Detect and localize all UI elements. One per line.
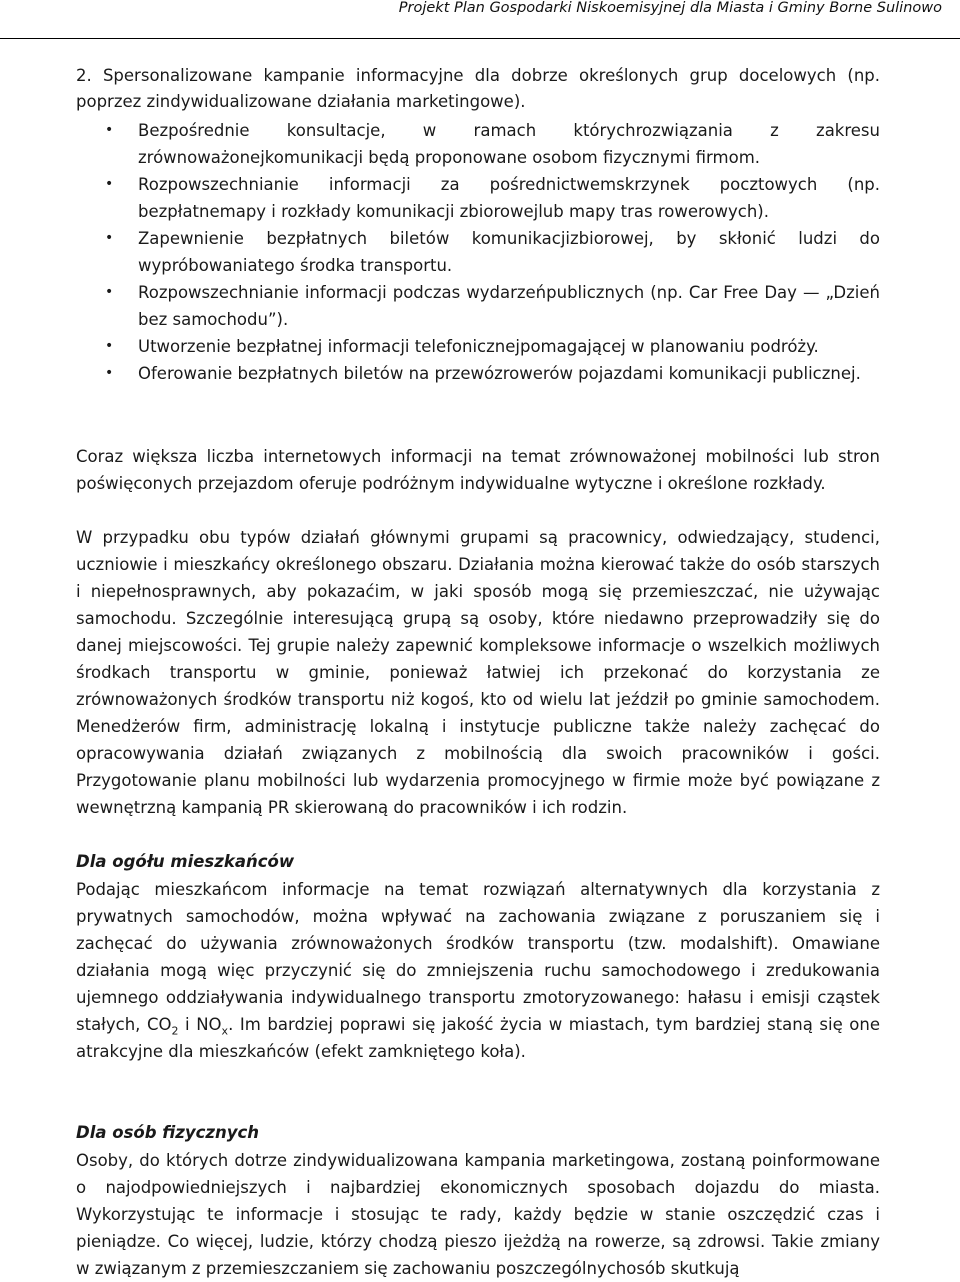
bullet-list <box>76 117 880 387</box>
bullet-icon: • <box>105 365 114 381</box>
list-item <box>76 333 880 360</box>
list-item <box>76 360 880 387</box>
list-item <box>76 279 880 333</box>
bullet-icon: • <box>105 176 114 192</box>
residents-text-part2: . Im bardziej poprawi się jakość życia w miastach, tym bardziej staną się one atrakcyjne dla mieszkańców (efekt zamkniętego koła). <box>76 1015 880 1061</box>
section-heading-residents: Dla ogółu mieszkańców <box>76 852 295 871</box>
list-item-text: Oferowanie bezpłatnych biletów na przewózrowerów pojazdami komunikacji publicznej. <box>138 364 861 383</box>
paragraph-residents <box>76 876 880 1065</box>
list-item <box>76 117 880 171</box>
list-item-text: Rozpowszechnianie informacji za pośrednictwemskrzynek pocztowych (np. bezpłatnemapy i rozkłady komunikacji zbiorowejlub mapy tras rowerowych). <box>138 175 880 221</box>
bullet-icon: • <box>105 230 114 246</box>
numbered-item-2: 2. Spersonalizowane kampanie informacyjne dla dobrze określonych grup docelowych (np. poprzez zindywidualizowane działania marketingowe). <box>76 66 880 111</box>
list-item-text: Utworzenie bezpłatnej informacji telefonicznejpomagającej w planowaniu podróży. <box>138 337 819 356</box>
nox-subscript: x <box>221 1024 229 1038</box>
header-title: Projekt Plan Gospodarki Niskoemisyjnej dla Miasta i Gminy Borne Sulinowo <box>398 0 942 16</box>
paragraph-target-groups: W przypadku obu typów działań głównymi grupami są pracownicy, odwiedzający, studenci, uczniowie i mieszkańcy określonego obszaru. Działania można kierować także do osób starszych i niepełnosprawnych, aby pokazaćim, w jaki sposób mogą się przemieszczać, nie używając samochodu. Szczególnie interesującą grupą są osoby, które niedawno przeprowadziły się do danej miejscowości. Tej grupie należy zapewnić kompleksowe informacje o wszelkich możliwych środkach transportu w gminie, ponieważ łatwiej ich przekonać do korzystania ze zrównoważonych środków transportu niż kogoś, kto od wielu lat jeździł po gminie samochodem. Menedżerów firm, administrację lokalną i instytucje publiczne także należy zachęcać do opracowywania działań związanych z mobilnością dla swoich pracowników i gości. Przygotowanie planu mobilności lub wydarzenia promocyjnego w firmie może być powiązane z wewnętrzną kampanią PR skierowaną do pracowników i ich rodzin. <box>76 528 880 817</box>
section-heading-individuals: Dla osób fizycznych <box>76 1123 260 1142</box>
list-item-text: Rozpowszechnianie informacji podczas wydarzeńpublicznych (np. Car Free Day — „Dzień bez samochodu”). <box>138 283 880 329</box>
bullet-icon: • <box>105 338 114 354</box>
list-item <box>76 225 880 279</box>
co2-subscript: 2 <box>171 1024 179 1038</box>
paragraph-internet-info: Coraz większa liczba internetowych informacji na temat zrównoważonej mobilności lub stron poświęconych przejazdom oferuje podróżnym indywidualne wytyczne i określone rozkłady. <box>76 447 880 493</box>
list-item-text: Zapewnienie bezpłatnych biletów komunikacjizbiorowej, by skłonić ludzi do wypróbowaniatego środka transportu. <box>138 229 880 275</box>
list-item <box>76 171 880 225</box>
residents-text-part1: Podając mieszkańcom informacje na temat rozwiązań alternatywnych dla korzystania z prywatnych samochodów, można wpływać na zachowania związane z poruszaniem się i zachęcać do używania zrównoważonych środków transportu (tzw. modalshift). Omawiane działania mogą więc przyczynić się do zmniejszenia ruchu samochodowego i zredukowania ujemnego oddziaływania indywidualnego transportu zmotoryzowanego: hałasu i emisji cząstek stałych, CO <box>76 880 880 1034</box>
residents-text-and: i NO <box>178 1015 222 1034</box>
list-item-text: Bezpośrednie konsultacje, w ramach którychrozwiązania z zakresu zrównoważonejkomunikacji będą proponowane osobom fizycznymi firmom. <box>138 121 880 167</box>
page-header <box>0 0 960 39</box>
bullet-icon: • <box>105 122 114 138</box>
bullet-icon: • <box>105 284 114 300</box>
paragraph-individuals: Osoby, do których dotrze zindywidualizowana kampania marketingowa, zostaną poinformowane o najodpowiedniejszych i najbardziej ekonomicznych sposobach dojazdu do miasta. Wykorzystując te informacje i stosując te rady, każdy będzie w stanie oszczędzić czas i pieniądze. Co więcej, ludzie, którzy chodzą pieszo ijeżdżą na rowerze, są zdrowsi. Takie zmiany w związanym z przemieszczaniem się zachowaniu poszczególnychosób skutkują <box>76 1151 880 1278</box>
